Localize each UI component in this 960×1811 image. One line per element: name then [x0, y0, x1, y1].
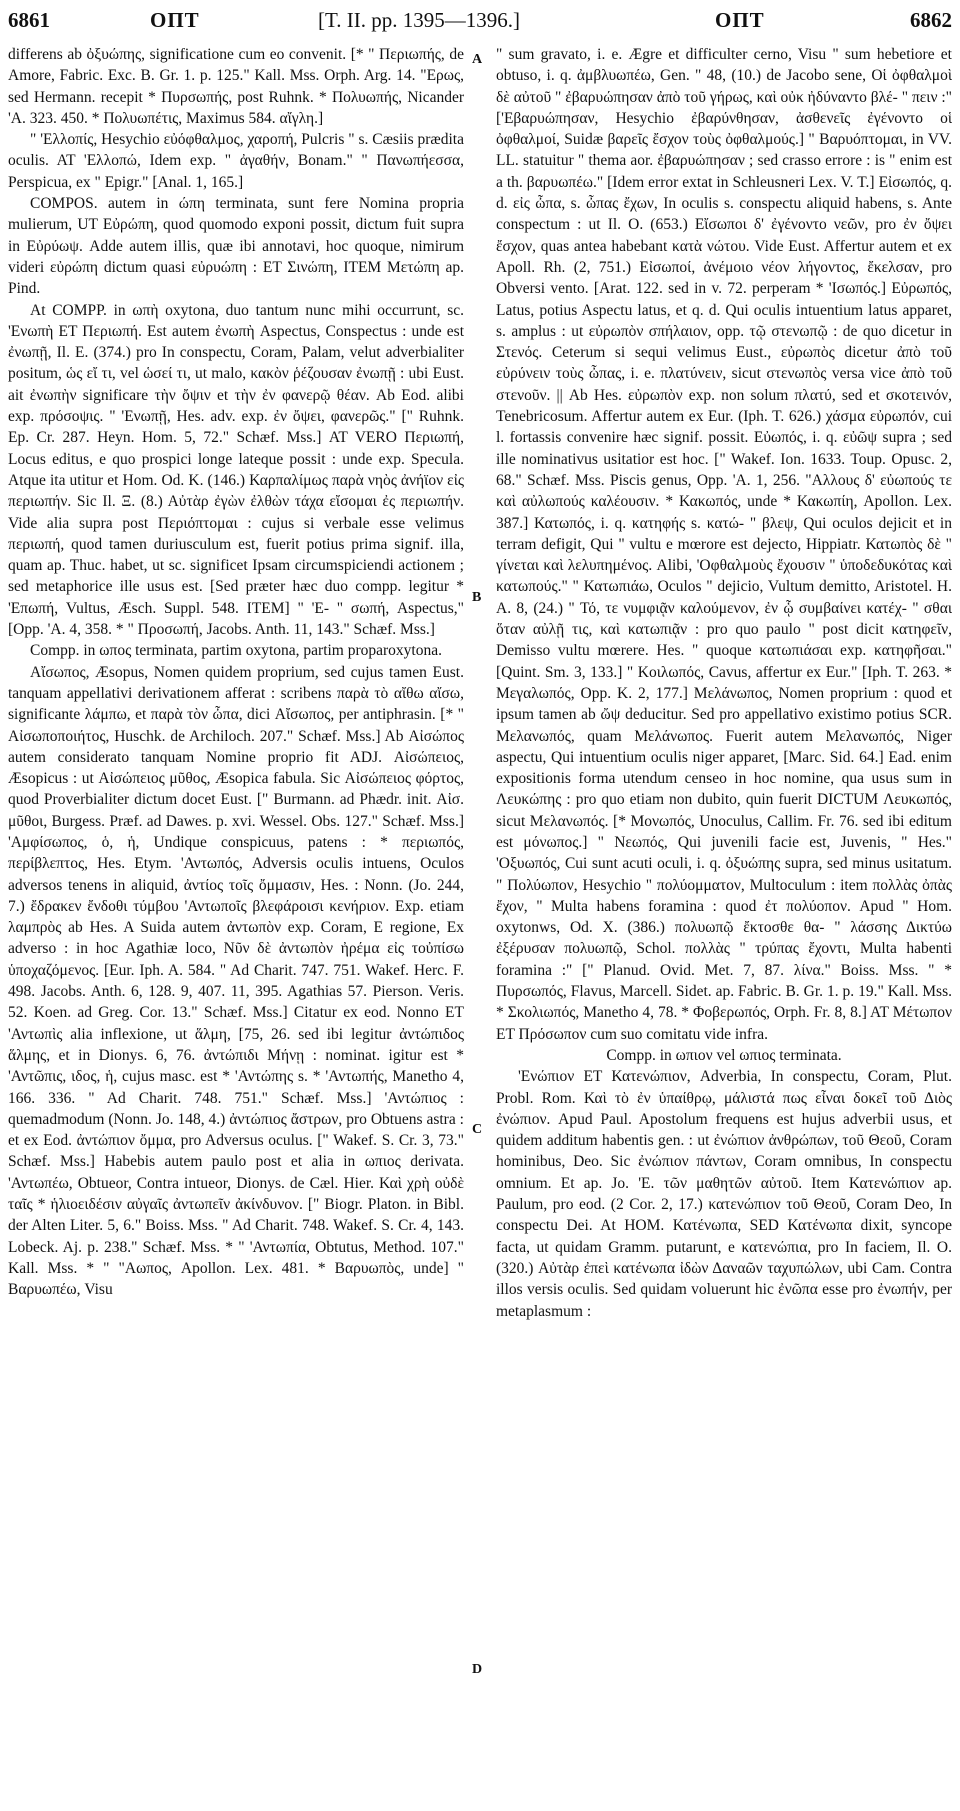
section-heading: Compp. in ωπος terminata, partim oxytona, partim proparoxytona.: [29, 642, 442, 660]
paragraph: 'Ενώπιον ET Κατενώπιον, Adverbia, In conspectu, Coram, Plut. Probl. Rom. Καὶ τὸ ἐν ὑπαίθρῳ, μάλιστά πως εἶναι δοκεῖ τοῦ Διὸς ἐνώπιον. Apud Paul. Apostolum frequens est hujus adverbii usus, et quidem additum habentis gen. : ut ἐνώπιον ἀνθρώπων, τοῦ Θεοῦ, Coram hominibus, Deo. Sic ἐνώπιον πάντων, Coram omnibus, In conspectu omnium. Et ap. Jo. 'E. τῶν μαθητῶν αὐτοῦ. Item Κατενώπιον ap. Paulum, pro eod. (2 Cor. 2, 17.) κατενώπιον τοῦ Θεοῦ, Coram Deo, In conspectu Dei. At HOM. Κατένωπα, SED Κατένωπα dixit, syncope facta, ut quidam Gramm. putarunt, e κατενώπια, pro In faciem, Il. O. (320.) Αὐτὰρ ἐπεὶ κατένωπα ἰδὼν Δαναῶν ταχυπώλων, ubi Cam. Contra illos versis oculis. Sed quidam voluerunt hic ἐνῶπα esse pro ἐνωπήν, per metaplasmum :: [496, 1068, 952, 1320]
paragraph: Αἴσωπος, Æsopus, Nomen quidem proprium, sed cujus tamen Eust. tanquam appellativi derivationem afferat : scribens παρὰ τὸ αἴθω αἴσω, significante λάμπω, et παρὰ τὸν ὦπα, dici Αἴσωπος, per antiphrasin. [* " Αἰσωποποιήτος, Huschk. de Archiloch. 207." Schæf. Mss.] Ab Αἰσώπος autem considerato tanquam Nomine proprio fit ADJ. Αἰσώπειος, Æsopicus : ut Αἰσώπειος μῦθος, Æsopica fabula. Sic Αἰσώπειος φόρτος, quod Proverbialiter dictum docet Eust. [" Burmann. ad Phædr. init. Αἰσ. μῦθοι, Burgess. Præf. ad Dawes. p. xvi. Wessel. Obs. 127." Schæf. Mss.] 'Αμφίσωπος, ὁ, ἡ, Undique conspicuus, patens : * περιωπός, περίβλεπτος, Hes. Etym. 'Αντωπός, Adversis oculis intuens, Oculos adversos tenens in aliquid, ἀντίος τοῖς ὄμμασιν, Hes. : Nonn. (Jo. 244, 7.) ἔδρακεν ἔνδοθι τύμβου 'Αντωποῖς βλεφάροισι κενήριον. Exp. etiam λαμπρὸς ab Hes. A Suida autem ἀντωπὸν exp. Coram, E regione, Ex adverso : in hoc Agathiæ loco, Νῦν δὲ ἀντωπὸν ἠρέμα εἰς τοὐπίσω ὑποχαζόμενος. [Eur. Iph. A. 584. " Ad Charit. 747. 751. Wakef. Herc. F. 498. Jacobs. Anth. 6, 128. 9, 407. 11, 395. Agathias 57. Pierson. Veris. 52. Koen. ad Greg. Cor. 13." Schæf. Mss.] Citatur ex eod. Nonno ET 'Αντωπὶς alia inflexione, ut ἅλμη, [75, 26. sed ibi legitur ἀντώπιδος ἅλμης, et in Dionys. 6, 76. ἀντώπιδι Μήνῃ : nominat. igitur est * 'Αντῶπις, ιδος, ἡ, cujus masc. est * 'Αντώπης s. * 'Αντωπής, Manetho 4, 166. 336. " Ad Charit. 748. 751." Schæf. Mss.] 'Αντώπιος : quemadmodum (Nonn. Jo. 148, 4.) ἀντώπιος ἄστρων, pro Obtuens astra : et ex Eod. ἀντώπιον ὄμμα, pro Adversus oculus. [" Wakef. S. Cr. 3, 73." Schæf. Mss.] Habebis autem paulo post et alia in ωπιος derivata. 'Αντωπέω, Obtueor, Contra intueor, Dionys. de Cæl. Hier. Καὶ χρὴ οὐδὲ ταῖς * ἡλιοειδέσιν αὐγαῖς ἀντωπεῖν ἀκίνδυνον. [" Biogr. Platon. in Bibl. der Alten Liter. 5, 6." Boiss. Mss. " Ad Charit. 748. Wakef. S. Cr. 4, 143. Lobeck. Aj. p. 238." Schæf. Mss. * " 'Αντωπία, Obtutus, Method. 107." Kall. Mss. * " "Αωπος, Apollon. Lex. 481. * Βαρυωπὸς, unde] " Βαρυωπέω, Visu: [8, 663, 464, 1299]
paragraph: " 'Ελλοπίς, Hesychio εὐόφθαλμος, χαροπή, Pulcris " s. Cæsiis prædita oculis. AT 'Ελλοπώ, Idem exp. " ἀγαθήν, Bonam." " Πανωπήεσσα, Perspicua, ex " Epigr." [Anal. 1, 165.]: [8, 131, 464, 191]
section-marker-c: C: [472, 1122, 483, 1137]
section-marker-a: A: [472, 52, 483, 67]
paragraph: COMPOS. autem in ώπη terminata, sunt fere Nomina propria mulierum, UT Εὐρώπη, quod quomodo exponi possit, dictum fuit supra in Εὐρύωψ. Adde autem illis, quæ ibi annotavi, hoc quoque, nimirum videri εὐρώπη dictum quasi εὐρυώπη : ET Σινώπη, ITEM Μετώπη ap. Pind.: [8, 195, 464, 298]
running-header: [0, 0, 960, 38]
right-page-number: 6862: [910, 8, 952, 32]
left-catchword: ΟΠΤ: [150, 8, 200, 32]
right-text-column: [496, 44, 952, 1804]
section-marker-b: B: [472, 590, 482, 605]
left-page-number: 6861: [8, 8, 50, 32]
section-marker-d: D: [472, 1662, 483, 1677]
right-catchword: ΟΠΤ: [715, 8, 765, 32]
paragraph: At COMPP. in ωπὴ oxytona, duo tantum nunc mihi occurrunt, sc. 'Ενωπὴ ET Περιωπή. Est autem ἐνωπὴ Aspectus, Conspectus : unde est ἐνωπῇ, Il. E. (374.) pro In conspectu, Coram, Palam, velut adverbialiter positum, ὡς εἴ τι, vel ὡσεί τι, ut malo, κακὸν ῥέζουσαν ἐνωπῇ : ubi Eust. ait ἐνωπὴν significare τὴν ὄψιν et τὴν ἐν φανερῷ θέαν. Ab Eod. alibi exp. πρόσοψις. " 'Ενωπῇ, Hes. adv. exp. ἐν ὄψει, φανερῶς." [" Ruhnk. Ep. Cr. 287. Heyn. Hom. 5, 72." Schæf. Mss.] AT VERO Περιωπή, Locus editus, e quo prospici longe lateque possit : unde exp. Specula. Atque ita utitur et Hom. Od. K. (146.) Καρπαλίμως παρὰ νηὸς ἀνήϊον εἰς περιωπήν. Sic Il. Ξ. (8.) Αὐτὰρ ἐγὼν ἐλθὼν τάχα εἴσομαι ἐς περιωπήν. Vide alia supra post Περιόπτομαι : cujus si verbale esse velimus περιωπή, quod tamen duriusculum est, fuerit potius prima signif. illa, quam ap. Thuc. habet, ut sc. significet Ipsam circumspiciendi actionem ; sed metaphorice ille usus est. [Sed præter hæc duo compp. legitur * 'Επωπή, Vultus, Æsch. Suppl. 548. ITEM] " 'E- " σωπή, Aspectus," [Opp. 'A. 4, 358. * " Προσωπή, Jacobs. Anth. 11, 143." Schæf. Mss.]: [8, 301, 464, 639]
section-heading: Compp. in ωπιον vel ωπιος terminata.: [606, 1046, 842, 1064]
volume-page-reference: [T. II. pp. 1395—1396.]: [318, 8, 520, 32]
paragraph: differens ab ὀξυώπης, significatione cum eo convenit. [* " Περιωπής, de Amore, Fabric. Exc. B. Gr. 1. p. 125." Kall. Mss. Orph. Arg. 14. "Ερως, sed Hermann. recepit * Πυρσωπής, post Ruhnk. * Πολυωπής, Nicander 'Α. 323. 450. * Πολυωπέτις, Maximus 584. αἴγλη.]: [8, 46, 464, 127]
paragraph: " sum gravato, i. e. Ægre et difficulter cerno, Visu " sum hebetiore et obtuso, i. q. ἀμβλυωπέω, Gen. " 48, (10.) de Jacobo sene, Οἱ ὀφθαλμοὶ δὲ αὐτοῦ " ἐβαρυώπησαν ἀπὸ τοῦ γήρως, καὶ οὐκ ἠδύναντο βλέ- " πειν :" ['Εβαρυώπησαν, Hesychio ἐβαρύνθησαν, ἀσθενεῖς ἐγένοντο οἱ ὀφθαλμοί, Suidæ βαρεῖς ἔσχον τοὺς ὀφθαλμούς.] " Βαρυόπτομαι, in VV. LL. statuitur " thema aor. ἐβαρυώπησαν ; sed crasso errore : is " enim est a th. βαρυωπέω." [Idem error extat in Schleusneri Lex. V. T.] Εἰσωπός, q. d. εἰς ὦπα, s. ὦπας ἔχων, In oculis s. conspectu aliquid habens, s. Ante conspectum : ut Il. O. (653.) Εἴσωποι δ' ἐγένοντο νεῶν, pro ἐν ὄψει ἔσχον, quas antea habebant κατὰ νώτου. Vide Eust. Affertur autem et ex Apoll. Rh. (2, 751.) Εἰσωποί, ἀνέμοιο νέον λήγοντος, ἔκελσαν, pro Obversi vento. [Arat. 122. sed in v. 72. perperam * 'Ισωπός.] Εὐρωπός, Latus, potius Aspectu latus, et q. d. Qui oculis intuentium latus apparet, s. amplus : ut εὐρωπὸν σπήλαιον, opp. τῷ στενωπῷ : de quo dicetur in Στενός. Ceterum si sequi velimus Eust., εὐρωπὸς dicetur ἀπὸ τοῦ εὐρύνειν τοὺς ὦπας, i. e. πλατύνειν, sicut στενωπὸς versa vice ἀπὸ τοῦ στενοῦν. || Ab Hes. εὐρωπὸν exp. non solum πλατύ, sed et σκοτεινόν, Tenebricosum. Affertur autem ex Eur. (Iph. T. 626.) χάσμα εὐρωπόν, cui l. fortassis convenire hæc signif. possit. Εὐωπός, i. q. εὐῶψ supra ; sed ille nominativus usitatior est hoc. [" Wakef. Ion. 1633. Toup. Opusc. 2, 68." Schæf. Mss. Piscis genus, Opp. 'A. 1, 256. "Αλλους δ' εὐωπούς τε καὶ αὐλωπούς καλέουσιν. * Κακωπός, unde * Κακωπίη, Apollon. Lex. 387.] Κατωπός, i. q. κατηφής s. κατώ- " βλεψ, Qui oculos dejicit et in terram defigit, Qui " vultu e mœrore est dejecto, Hippiatr. Κατωπὸς δὲ " γίνεται καὶ λελυπημένος. Alibi, 'Οφθαλμοὺς ἔχουσιν " ὑποδεδυκότας καὶ κατωπούς." " Κατωπιάω, Oculos " dejicio, Vultum demitto, Aristotel. H. A. 8, (24.) " Τό, τε νυμφιᾷν καλούμενον, ἐν ᾧ συμβαίνει κατέχ- " σθαι ὅταν αὐλῇ τις, καὶ κατωπιᾷν : pro quo paulo " post dicit κατηφεῖν, Demisso vultu mœrere. Hes. " quoque κατωπιάσαι exp. κατηφῆσαι." [Quint. Sm. 3, 133.] " Κοιλωπός, Cavus, affertur ex Eur." [Iph. T. 263. * Μεγαλωπός, Opp. K. 2, 177.] Μελάνωπος, Nomen proprium : quod et ipsum tamen ab ὤψ deducitur. Sed pro appellativo existimo potius SCR. Μελανωπός, quam Μελάνωπος. Fuerit autem Μελανωπός, Niger aspectu, Qui intuentium oculis niger apparet, [Marc. Sid. 64.] Ead. enim expositionis forma utendum censeo in hoc nomine, qua usus sum in Λευκώπης : pro quo etiam non dubito, quin fuerit DICTUM Λευκωπός, sicut Μελανωπός. [* Μονωπός, Unoculus, Callim. Fr. 76. sed ibi editum est μόνωπος.] " Νεωπός, Qui juvenili facie est, Juvenis, " Hes." 'Οξυωπός, Cui sunt acuti oculi, i. q. ὀξυώπης supra, sed minus usitatum. " Πολύωπον, Hesychio " πολύομματον, Multoculum : item πολλὰς ὀπὰς ἔχον, " Multa habens foramina : quod ἐτ πολύοπον. Apud " Hom. οxytonws, Od. X. (386.) πολυωπῷ ἔκτοσθε θα- " λάσσης Δικτύω ἐξέρυσαν πολυωπῷ, Schol. πολλὰς " τρύπας ἔχοντι, Multa habenti foramina :" [" Planud. Ovid. Met. 7, 87. λίνα." Boiss. Mss. " * Πυρσωπός, Flavus, Marcell. Sidet. ap. Fabric. B. Gr. 1. p. 19." Kall. Mss. * Σκολιωπός, Manetho 4, 78. * Φοβερωπός, Orph. Fr. 8, 8.] AT Μέτωπον ET Πρόσωπον cum suo comitatu vide infra.: [496, 46, 952, 1043]
left-text-column: [8, 44, 464, 1804]
